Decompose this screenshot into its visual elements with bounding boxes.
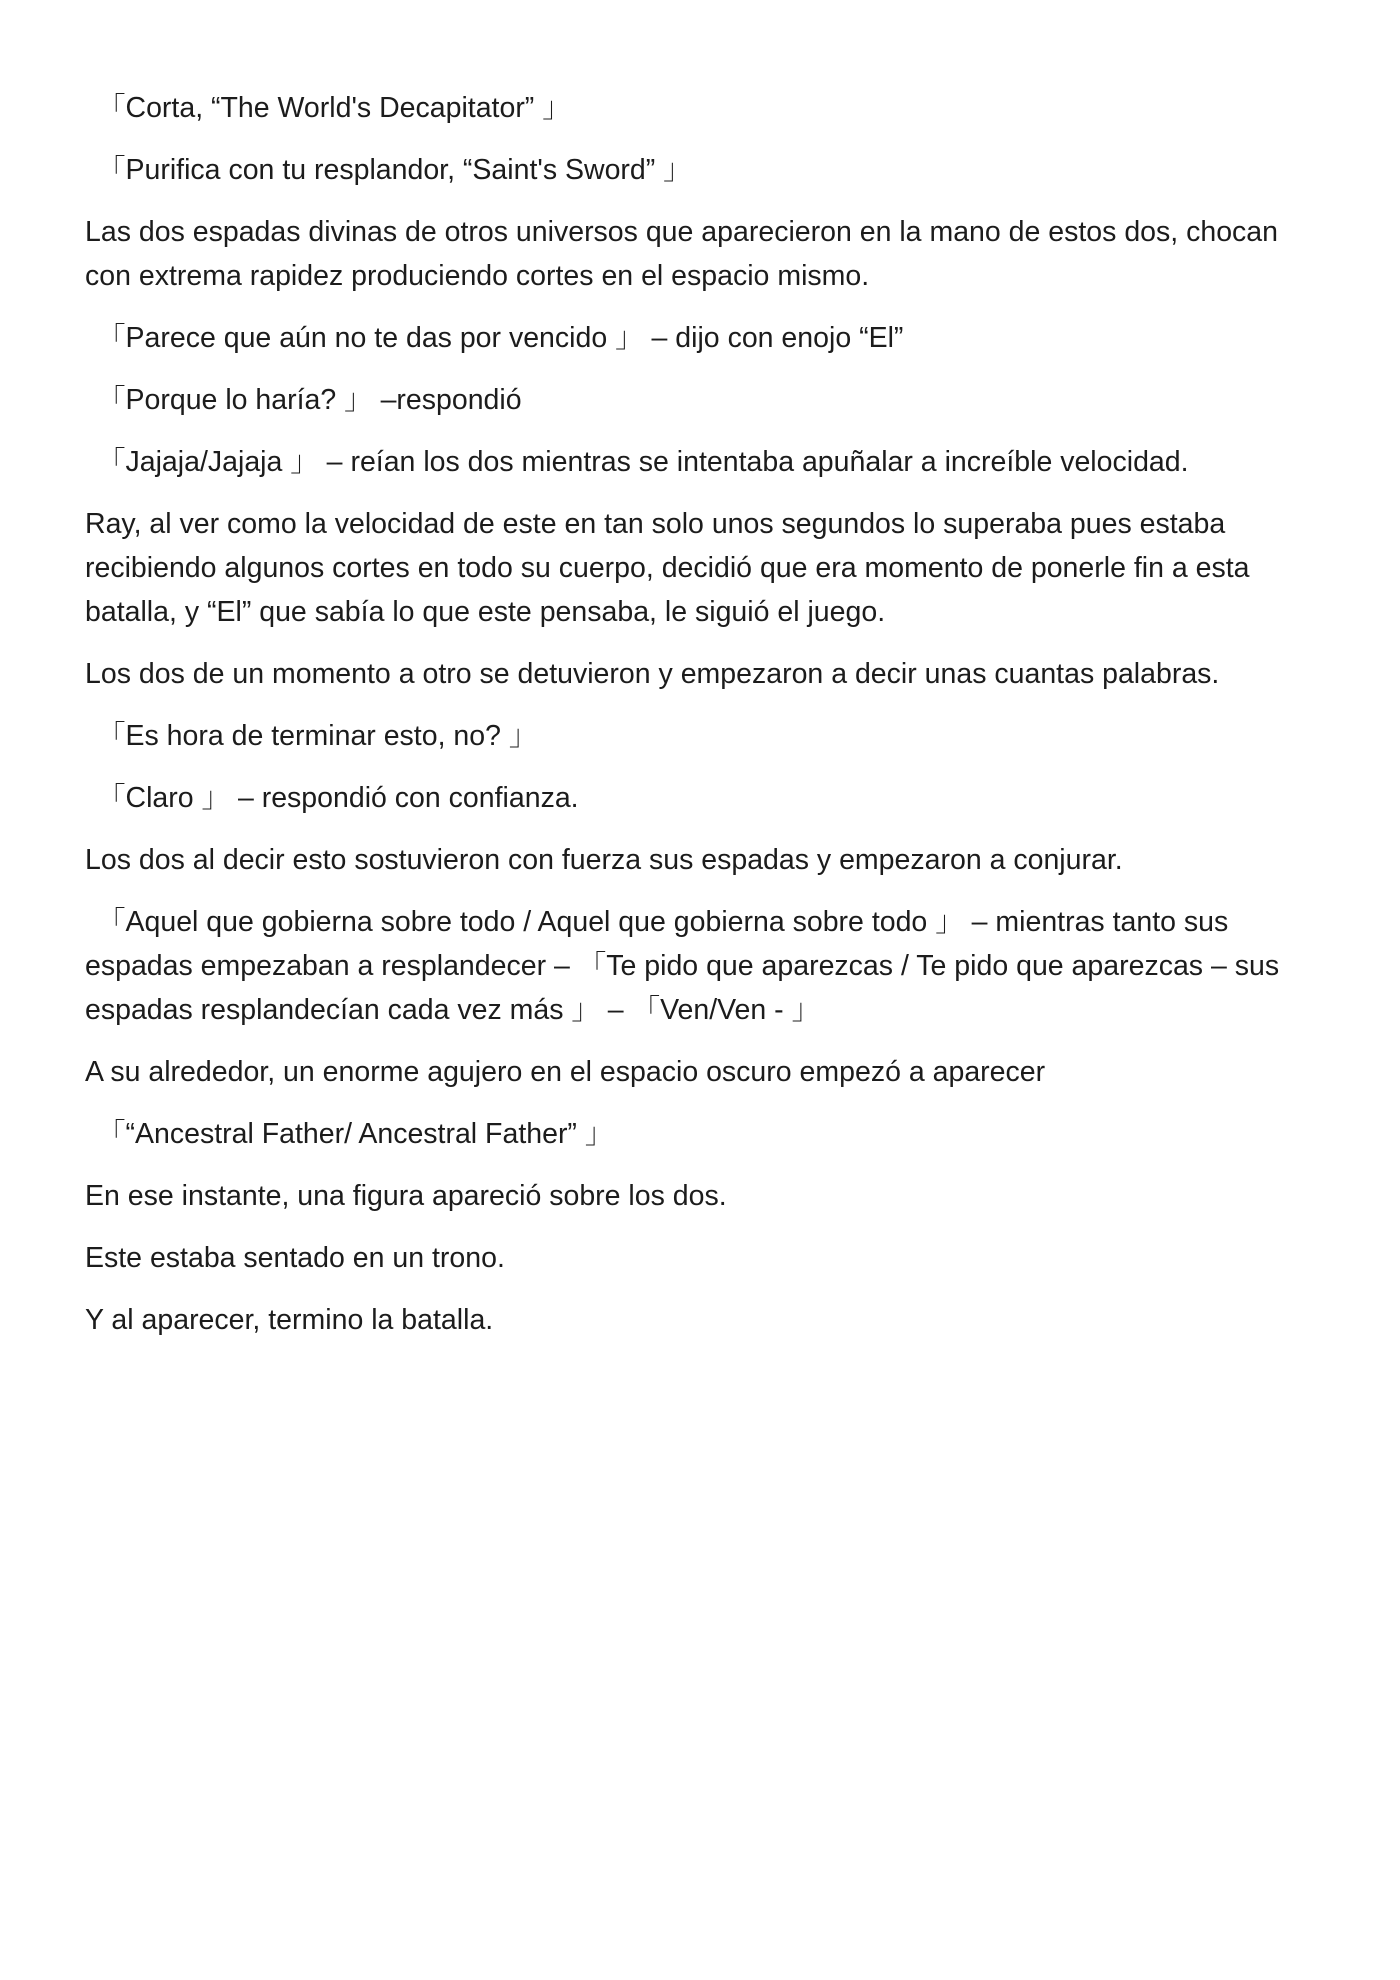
narration-paragraph: Las dos espadas divinas de otros universos que aparecieron en la mano de estos dos, chocan con extrema rapidez produciendo cortes en el espacio mismo. — [85, 216, 1279, 292]
dialog-line: 「Purifica con tu resplandor, “Saint's Sword” 」 — [97, 154, 692, 186]
dialog-line: 「Porque lo haría? 」 –respondió — [97, 384, 522, 416]
dialog-line: 「Parece que aún no te das por vencido 」 – dijo con enojo “El” — [97, 322, 904, 354]
dialog-line: 「Corta, “The World's Decapitator” 」 — [97, 92, 571, 124]
dialog-line: 「Es hora de terminar esto, no? 」 — [97, 720, 538, 752]
dialog-line: 「Jajaja/Jajaja 」 – reían los dos mientras se intentaba apuñalar a increíble velocidad. — [97, 446, 1189, 478]
incantation-paragraph: 「Aquel que gobierna sobre todo / Aquel que gobierna sobre todo 」 – mientras tanto sus espadas empezaban a resplandecer – 「Te pido que aparezcas / Te pido que aparezcas – sus espadas resplandecían cada vez más 」 – 「Ven/Ven - 」 — [85, 906, 1280, 1026]
document-body — [85, 86, 1325, 1360]
narration-paragraph: En ese instante, una figura apareció sobre los dos. — [85, 1180, 727, 1212]
dialog-line: 「Claro 」 – respondió con confianza. — [97, 782, 579, 814]
narration-paragraph: Y al aparecer, termino la batalla. — [85, 1304, 494, 1336]
narration-paragraph: Los dos al decir esto sostuvieron con fuerza sus espadas y empezaron a conjurar. — [85, 844, 1123, 876]
narration-paragraph: Este estaba sentado en un trono. — [85, 1242, 505, 1274]
narration-paragraph: A su alrededor, un enorme agujero en el espacio oscuro empezó a aparecer — [85, 1056, 1046, 1088]
narration-paragraph: Ray, al ver como la velocidad de este en tan solo unos segundos lo superaba pues estaba recibiendo algunos cortes en todo su cuerpo, decidió que era momento de ponerle fin a esta batalla, y “El” que sabía lo que este pensaba, le siguió el juego. — [85, 508, 1250, 628]
dialog-line: 「“Ancestral Father/ Ancestral Father” 」 — [97, 1118, 614, 1150]
narration-paragraph: Los dos de un momento a otro se detuvieron y empezaron a decir unas cuantas palabras. — [85, 658, 1220, 690]
